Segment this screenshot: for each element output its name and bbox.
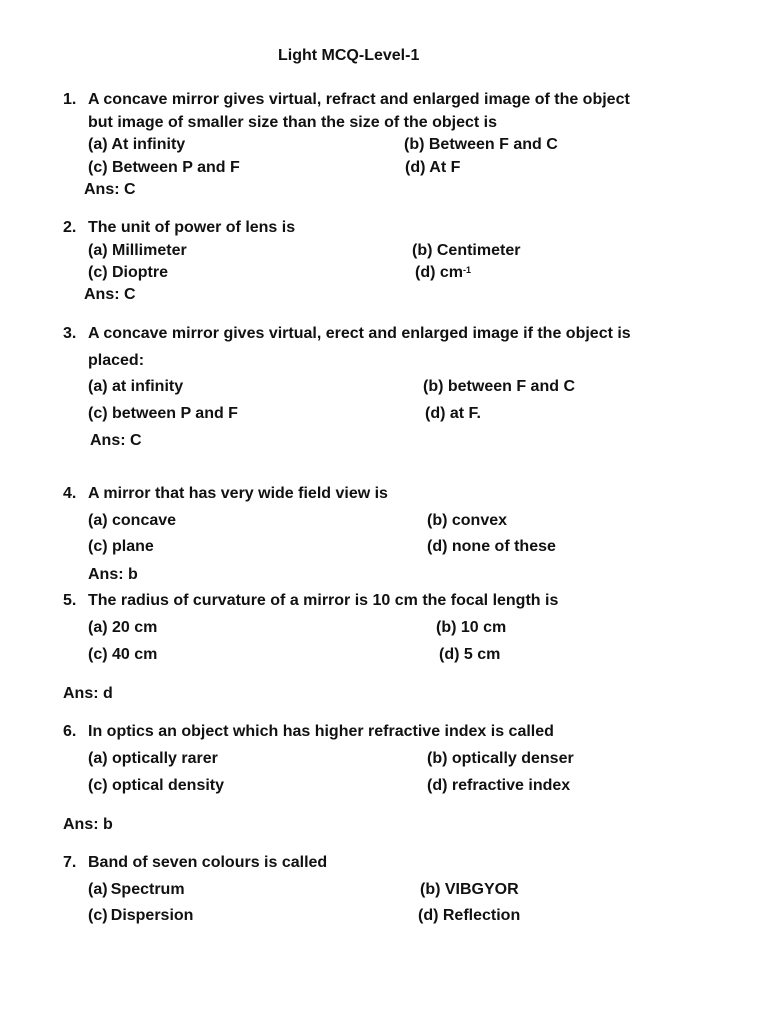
option-d-text: (d) cm (415, 264, 463, 281)
option-d: (d) at F. (425, 405, 481, 422)
question-text: A concave mirror gives virtual, erect and enlarged image if the object is (88, 325, 631, 342)
option-a: (a) Spectrum (88, 881, 185, 898)
question-text: The unit of power of lens is (88, 219, 296, 236)
question-number: 5. (63, 592, 77, 609)
question-text: A concave mirror gives virtual, refract and enlarged image of the object (88, 91, 630, 108)
question-text: In optics an object which has higher refractive index is called (88, 723, 554, 740)
question-number: 4. (63, 485, 77, 502)
question-number: 7. (63, 854, 77, 871)
question-text: but image of smaller size than the size of the object is (88, 114, 497, 131)
option-b: (b) VIBGYOR (420, 881, 519, 898)
option-a: (a) at infinity (88, 378, 184, 395)
option-b: (b) Centimeter (412, 242, 521, 259)
option-d: (d) Reflection (418, 907, 521, 924)
option-a: (a) optically rarer (88, 750, 218, 767)
option-c: (c) between P and F (88, 405, 238, 422)
question-number: 3. (63, 325, 77, 342)
option-b: (b) convex (427, 512, 508, 529)
option-c: (c) plane (88, 538, 154, 555)
page-title: Light MCQ-Level-1 (278, 47, 420, 64)
answer: Ans: C (84, 286, 136, 303)
option-d: (d) refractive index (427, 777, 571, 794)
question-text: Band of seven colours is called (88, 854, 328, 871)
option-d: (d) none of these (427, 538, 556, 555)
answer: Ans: C (84, 181, 136, 198)
answer: Ans: b (63, 816, 113, 833)
option-c: (c) Between P and F (88, 159, 240, 176)
question-text: A mirror that has very wide field view is (88, 485, 388, 502)
answer: Ans: C (90, 432, 142, 449)
question-number: 6. (63, 723, 77, 740)
option-c: (c) 40 cm (88, 646, 158, 663)
option-d (415, 263, 471, 283)
option-c: (c) Dioptre (88, 264, 168, 281)
option-a: (a) concave (88, 512, 177, 529)
option-a: (a) 20 cm (88, 619, 158, 636)
answer: Ans: d (63, 685, 113, 702)
option-d: (d) 5 cm (439, 646, 501, 663)
option-b: (b) between F and C (423, 378, 575, 395)
option-b: (b) Between F and C (404, 136, 558, 153)
answer: Ans: b (88, 566, 138, 583)
option-b: (b) 10 cm (436, 619, 507, 636)
option-b: (b) optically denser (427, 750, 574, 767)
question-text: placed: (88, 352, 145, 369)
question-number: 1. (63, 91, 77, 108)
option-c: (c) Dispersion (88, 907, 194, 924)
option-a: (a) Millimeter (88, 242, 187, 259)
option-a: (a) At infinity (88, 136, 186, 153)
question-text: The radius of curvature of a mirror is 10 cm the focal length is (88, 592, 559, 609)
option-d-superscript: -1 (463, 265, 472, 275)
option-d: (d) At F (405, 159, 461, 176)
question-number: 2. (63, 219, 77, 236)
option-c: (c) optical density (88, 777, 225, 794)
